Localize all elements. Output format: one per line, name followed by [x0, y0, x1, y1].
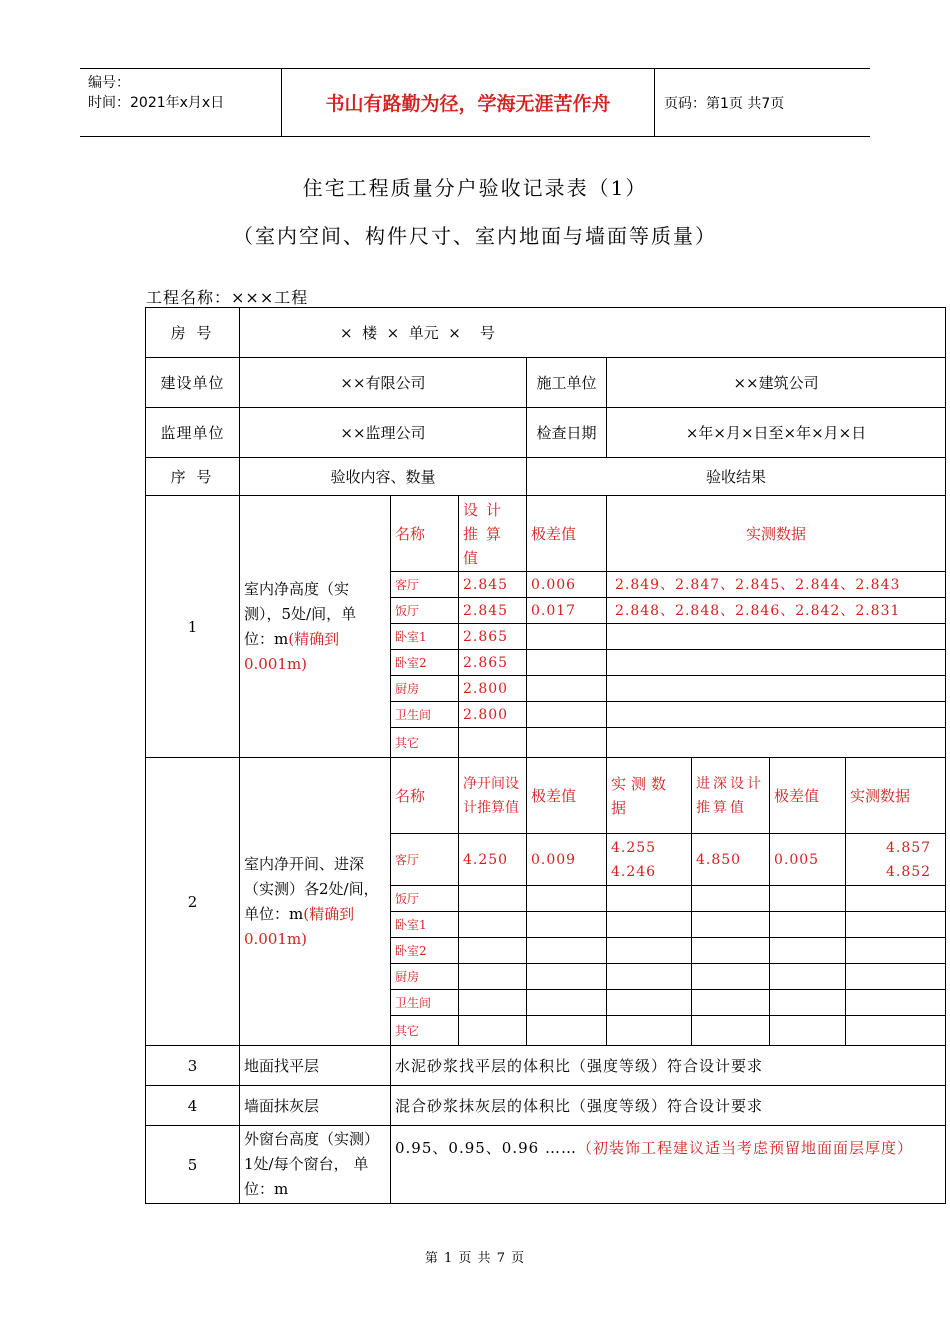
item2-seq: 2: [146, 758, 240, 1046]
check-date-value: ×年×月×日至×年×月×日: [607, 408, 946, 458]
builder-value: ××有限公司: [240, 358, 527, 408]
table-row: [146, 358, 946, 408]
item1-r2-name: 卧室1: [391, 624, 459, 650]
item3-content: 地面找平层: [240, 1046, 391, 1086]
item5-result-note: （初装饰工程建议适当考虑预留地面面层厚度）: [576, 1139, 913, 1157]
item1-r0-range: 0.006: [527, 572, 607, 598]
table-row: [146, 1046, 946, 1086]
item5-seq: 5: [146, 1126, 240, 1204]
contractor-value: ××建筑公司: [607, 358, 946, 408]
serial-label: 编号：: [88, 75, 130, 91]
table-row: [146, 308, 946, 358]
item2-desc: [240, 758, 391, 1046]
item1-r4-name: 厨房: [391, 676, 459, 702]
item2-r0-range2: 0.005: [770, 834, 846, 886]
item2-r0-data1-a: 4.255: [611, 839, 657, 856]
item1-r6-range: [527, 728, 607, 758]
item1-r5-name: 卫生间: [391, 702, 459, 728]
item4-result: 混合砂浆抹灰层的体积比（强度等级）符合设计要求: [391, 1086, 946, 1126]
item2-r0-data2-a: 4.857: [885, 839, 932, 856]
item1-r0-name: 客厅: [391, 572, 459, 598]
item1-r0-data: 2.849、2.847、2.845、2.844、2.843: [607, 572, 946, 598]
item1-r3-name: 卧室2: [391, 650, 459, 676]
item1-r2-design: 2.865: [459, 624, 527, 650]
room-no-value: × 楼 × 单元 × 号: [240, 308, 946, 358]
builder-label: 建设单位: [146, 358, 240, 408]
item1-r6-name: 其它: [391, 728, 459, 758]
item1-r3-range: [527, 650, 607, 676]
item5-content: 外窗台高度（实测）1处/每个窗台， 单位：m: [240, 1126, 391, 1204]
item1-r5-range: [527, 702, 607, 728]
item2-r0-name: 客厅: [391, 834, 459, 886]
item2-r0-data2: [846, 834, 946, 886]
item1-desc-text: 室内净高度（实测），5处/间，单位：m: [244, 579, 357, 648]
item2-r3-name: 卧室2: [391, 938, 459, 964]
header-meta: [80, 69, 282, 136]
item1-desc-note: (精确到0.001m): [244, 629, 340, 673]
item2-h-range1: 极差值: [527, 758, 607, 834]
table-row: [146, 1126, 946, 1204]
item1-r3-data: [607, 650, 946, 676]
item2-desc-note: (精确到0.001m): [244, 904, 355, 948]
supervisor-label: 监理单位: [146, 408, 240, 458]
col-content-header: 验收内容、数量: [240, 458, 527, 496]
item2-r1-name: 饭厅: [391, 886, 459, 912]
document-subtitle: （室内空间、构件尺寸、室内地面与墙面等质量）: [233, 224, 717, 248]
item2-desc-text: 室内净开间、进深（实测）各2处/间，单位：m: [244, 854, 379, 923]
item1-r1-range: 0.017: [527, 598, 607, 624]
page-footer: 第 1 页 共 7 页: [424, 1251, 526, 1266]
item2-h-data1: 实测数据: [607, 758, 692, 834]
item1-desc: [240, 496, 391, 758]
item5-result-text: 0.95、0.95、0.96 ……: [395, 1139, 577, 1157]
time-label: 时间：2021年x月x日: [88, 95, 225, 111]
item5-result: [391, 1126, 946, 1204]
item3-result: 水泥砂浆找平层的体积比（强度等级）符合设计要求: [391, 1046, 946, 1086]
item1-r5-data: [607, 702, 946, 728]
item2-h-range2: 极差值: [770, 758, 846, 834]
item1-r1-name: 饭厅: [391, 598, 459, 624]
table-row: [146, 458, 946, 496]
item2-r2-name: 卧室1: [391, 912, 459, 938]
inspection-table: [145, 307, 946, 1204]
item1-r2-range: [527, 624, 607, 650]
col-result-header: 验收结果: [527, 458, 946, 496]
item2-h-depth-design: 进深设计推算值: [692, 758, 770, 834]
table-row: [146, 1086, 946, 1126]
item1-h-name: 名称: [391, 496, 459, 572]
item2-h-width-design: 净开间设计推算值: [459, 758, 527, 834]
col-seq-header: 序 号: [146, 458, 240, 496]
check-date-label: 检查日期: [527, 408, 607, 458]
item1-r6-design: [459, 728, 527, 758]
item2-h-name: 名称: [391, 758, 459, 834]
item2-r0-width-design: 4.250: [459, 834, 527, 886]
item2-r4-name: 厨房: [391, 964, 459, 990]
table-row: [146, 408, 946, 458]
item2-r0-range1: 0.009: [527, 834, 607, 886]
item1-seq: 1: [146, 496, 240, 758]
item2-r6-name: 其它: [391, 1016, 459, 1046]
item4-seq: 4: [146, 1086, 240, 1126]
item1-r3-design: 2.865: [459, 650, 527, 676]
item4-content: 墙面抹灰层: [240, 1086, 391, 1126]
item1-r1-design: 2.845: [459, 598, 527, 624]
header-page-info: 页码：第1页 共7页: [664, 95, 785, 112]
item1-h-range: 极差值: [527, 496, 607, 572]
item1-r2-data: [607, 624, 946, 650]
item2-r0-data1-b: 4.246: [611, 863, 657, 880]
item1-r5-design: 2.800: [459, 702, 527, 728]
project-name: 工程名称：×××工程: [146, 288, 309, 307]
item2-r0-data1: [607, 834, 692, 886]
item2-r5-name: 卫生间: [391, 990, 459, 1016]
item1-r4-range: [527, 676, 607, 702]
item2-h-data2: 实测数据: [846, 758, 946, 834]
item1-r4-data: [607, 676, 946, 702]
item1-r4-design: 2.800: [459, 676, 527, 702]
item1-r1-data: 2.848、2.848、2.846、2.842、2.831: [607, 598, 946, 624]
item1-r0-design: 2.845: [459, 572, 527, 598]
item2-r0-data2-b: 4.852: [885, 863, 932, 880]
table-row: [146, 758, 946, 834]
room-no-label: 房 号: [146, 308, 240, 358]
header-motto: 书山有路勤为径，学海无涯苦作舟: [282, 69, 655, 136]
item2-r0-depth-design: 4.850: [692, 834, 770, 886]
contractor-label: 施工单位: [527, 358, 607, 408]
document-title: 住宅工程质量分户验收记录表（1）: [302, 176, 648, 200]
item1-r6-data: [607, 728, 946, 758]
item1-h-design: 设计推算值: [459, 496, 527, 572]
supervisor-value: ××监理公司: [240, 408, 527, 458]
table-row: [146, 496, 946, 572]
page-header: [80, 68, 870, 137]
item3-seq: 3: [146, 1046, 240, 1086]
item1-h-data: 实测数据: [607, 496, 946, 572]
